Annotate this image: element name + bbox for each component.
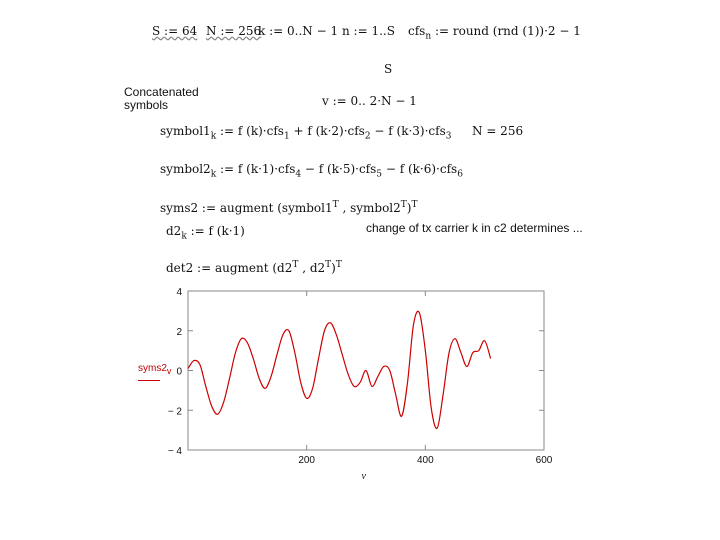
x-axis-label: v — [361, 471, 366, 482]
change-note: change of tx carrier k in c2 determines ... — [366, 221, 583, 235]
x-tick-label: 400 — [416, 455, 434, 466]
y-tick-label: − 2 — [167, 406, 182, 418]
def-symbol2: $symbol2_k$ := f (k·1)·cfs$_4$ − f (k·5)·cfs$_5$ − f (k·6)·cfs$_6$ — [160, 162, 463, 180]
def-cfs: cfs$_n$ := round (rnd (1))·2 − 1 — [408, 24, 581, 42]
concat-note-line2: symbols — [124, 98, 169, 112]
def-n: N := 256 — [206, 24, 262, 38]
def-k-range: k := 0..N − 1 — [258, 24, 339, 38]
def-syms2: syms2 := augment ($symbol1^T$ , $symbol2^T)^T$ — [160, 200, 418, 215]
y-tick-label: − 4 — [167, 446, 182, 457]
y-tick-label: 0 — [176, 366, 182, 378]
s-label: S — [384, 62, 393, 76]
series-line — [188, 311, 491, 428]
y-tick-label: 2 — [176, 326, 182, 338]
def-det2: det2 := augment ($d2^T$ , $d2^T)^T$ — [166, 260, 342, 275]
def-s: S := 64 — [152, 24, 198, 38]
def-n-range: n := 1..S — [342, 24, 395, 38]
concat-note-line1: Concatenated — [124, 85, 199, 99]
def-v-range: v := 0.. 2·N − 1 — [322, 94, 417, 108]
def-symbol1: $symbol1_k$ := f (k)·cfs$_1$ + f (k·2)·cfs$_2$ − f (k·3)·cfs$_3$ — [160, 124, 452, 142]
def-d2: $d2_k$ := f (k·1) — [166, 224, 245, 242]
x-tick-label: 200 — [298, 455, 316, 466]
x-tick-label: 600 — [535, 455, 553, 466]
legend-label: $syms2_v$ — [138, 363, 172, 376]
y-tick-label: 4 — [176, 287, 182, 298]
n-equals: N = 256 — [472, 124, 524, 138]
